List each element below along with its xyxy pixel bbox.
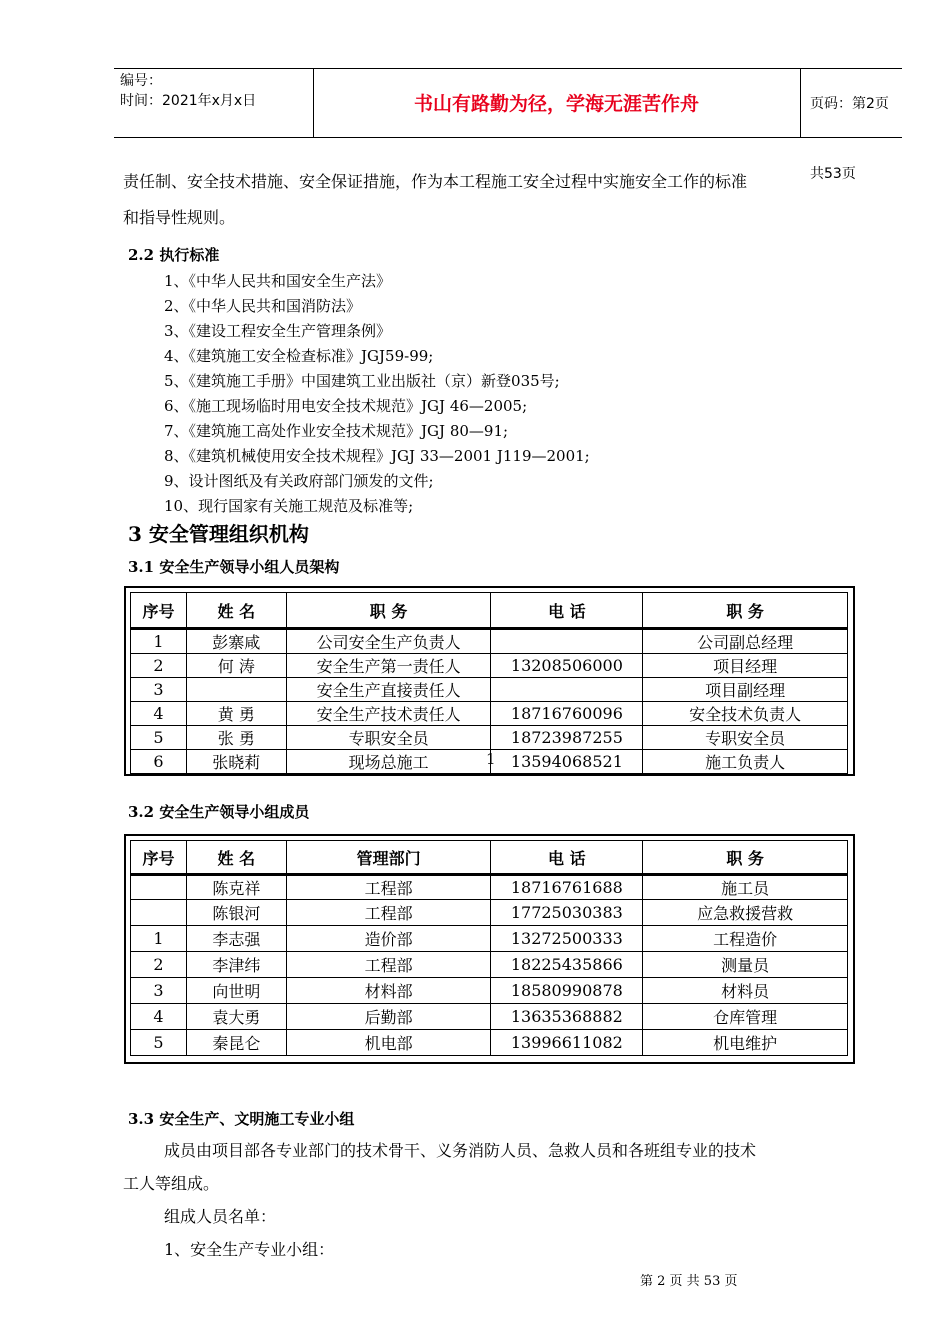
cell: 机电维护 xyxy=(643,1030,848,1056)
list-item: 8、《建筑机械使用安全技术规程》JGJ 33—2001 J119—2001; xyxy=(164,447,590,465)
cell: 张 勇 xyxy=(186,726,286,750)
col-header: 管理部门 xyxy=(286,841,491,875)
list-item: 4、《建筑施工安全检查标准》JGJ59-99; xyxy=(164,347,434,365)
cell: 18716760096 xyxy=(491,702,643,726)
cell: 13996611082 xyxy=(491,1030,643,1056)
col-header: 职 务 xyxy=(643,841,848,875)
table-row xyxy=(131,926,848,952)
header-divider xyxy=(800,69,801,137)
table-row xyxy=(131,952,848,978)
cell: 13272500333 xyxy=(491,926,643,952)
cell: 3 xyxy=(131,978,187,1004)
col-header: 电 话 xyxy=(491,593,643,629)
table-header-row xyxy=(131,593,848,629)
cell: 2 xyxy=(131,952,187,978)
header-motto: 书山有路勤为径，学海无涯苦作舟 xyxy=(413,93,699,115)
cell: 测量员 xyxy=(643,952,848,978)
table-row xyxy=(131,702,848,726)
header-meta xyxy=(120,71,310,111)
cell: 工程造价 xyxy=(643,926,848,952)
list-item: 1、《中华人民共和国安全生产法》 xyxy=(164,272,392,290)
section-3-3-para-1: 成员由项目部各专业部门的技术骨干、义务消防人员、急救人员和各班组专业的技术 xyxy=(164,1141,757,1160)
list-item: 9、设计图纸及有关政府部门颁发的文件; xyxy=(164,472,434,490)
cell: 5 xyxy=(131,1030,187,1056)
cell: 造价部 xyxy=(286,926,491,952)
cell: 秦昆仑 xyxy=(186,1030,286,1056)
table-row xyxy=(131,875,848,900)
cell: 向世明 xyxy=(186,978,286,1004)
cell: 4 xyxy=(131,1004,187,1030)
col-header: 电 话 xyxy=(491,841,643,875)
cell: 项目经理 xyxy=(643,654,848,678)
cell xyxy=(131,875,187,900)
cell xyxy=(491,678,643,702)
cell: 2 xyxy=(131,654,187,678)
cell: 安全技术负责人 xyxy=(643,702,848,726)
cell: 专职安全员 xyxy=(643,726,848,750)
cell: 4 xyxy=(131,702,187,726)
col-header: 序号 xyxy=(131,841,187,875)
leader-structure-table xyxy=(130,592,848,774)
section-2-2-title: 2.2 执行标准 xyxy=(128,246,220,264)
cell: 专职安全员 xyxy=(286,726,491,750)
cell: 13594068521 xyxy=(491,750,643,774)
section-3-2-title: 3.2 安全生产领导小组成员 xyxy=(128,803,310,821)
col-header: 序号 xyxy=(131,593,187,629)
cell: 材料部 xyxy=(286,978,491,1004)
cell: 3 xyxy=(131,678,187,702)
cell: 现场总施工 xyxy=(286,750,491,774)
table-row xyxy=(131,654,848,678)
cell xyxy=(131,900,187,926)
stray-mark: 1 xyxy=(486,750,496,768)
list-item: 10、现行国家有关施工规范及标准等; xyxy=(164,497,414,515)
cell: 陈银河 xyxy=(186,900,286,926)
cell: 安全生产第一责任人 xyxy=(286,654,491,678)
intro-line-1: 责任制、安全技术措施、安全保证措施，作为本工程施工安全过程中实施安全工作的标准 xyxy=(123,172,748,191)
cell: 工程部 xyxy=(286,952,491,978)
col-header: 姓 名 xyxy=(186,841,286,875)
cell: 13208506000 xyxy=(491,654,643,678)
cell: 张晓莉 xyxy=(186,750,286,774)
cell: 工程部 xyxy=(286,875,491,900)
cell: 1 xyxy=(131,629,187,654)
cell: 机电部 xyxy=(286,1030,491,1056)
list-item: 6、《施工现场临时用电安全技术规范》JGJ 46—2005; xyxy=(164,397,528,415)
table-row xyxy=(131,1030,848,1056)
cell: 18716761688 xyxy=(491,875,643,900)
cell: 18723987255 xyxy=(491,726,643,750)
table-row xyxy=(131,900,848,926)
cell: 17725030383 xyxy=(491,900,643,926)
list-item: 7、《建筑施工高处作业安全技术规范》JGJ 80—91; xyxy=(164,422,509,440)
list-item: 3、《建设工程安全生产管理条例》 xyxy=(164,322,392,340)
list-item: 5、《建筑施工手册》中国建筑工业出版社（京）新登035号; xyxy=(164,372,560,390)
table-row xyxy=(131,1004,848,1030)
cell: 5 xyxy=(131,726,187,750)
section-3-3-title: 3.3 安全生产、文明施工专业小组 xyxy=(128,1110,355,1128)
cell: 18225435866 xyxy=(491,952,643,978)
cell: 应急救援营救 xyxy=(643,900,848,926)
col-header: 职 务 xyxy=(643,593,848,629)
cell: 项目副经理 xyxy=(643,678,848,702)
table-row xyxy=(131,629,848,654)
section-3-3-item-1: 1、安全生产专业小组： xyxy=(164,1240,335,1259)
cell: 施工员 xyxy=(643,875,848,900)
leader-members-table xyxy=(130,840,848,1056)
cell: 安全生产技术责任人 xyxy=(286,702,491,726)
number-label: 编号： xyxy=(120,73,162,89)
section-3-3-list-label: 组成人员名单： xyxy=(164,1207,277,1226)
section-3-3-para-2: 工人等组成。 xyxy=(123,1174,220,1193)
table-header-row xyxy=(131,841,848,875)
col-header: 姓 名 xyxy=(186,593,286,629)
cell: 黄 勇 xyxy=(186,702,286,726)
cell: 施工负责人 xyxy=(643,750,848,774)
section-3-title: 3 安全管理组织机构 xyxy=(128,522,309,546)
table-row xyxy=(131,978,848,1004)
time-label: 时间：2021年x月x日 xyxy=(120,93,257,109)
intro-line-2: 和指导性规则。 xyxy=(123,208,236,227)
cell: 13635368882 xyxy=(491,1004,643,1030)
cell: 工程部 xyxy=(286,900,491,926)
cell xyxy=(491,629,643,654)
cell: 李志强 xyxy=(186,926,286,952)
cell: 彭寨咸 xyxy=(186,629,286,654)
table-row xyxy=(131,678,848,702)
cell: 公司副总经理 xyxy=(643,629,848,654)
cell: 材料员 xyxy=(643,978,848,1004)
cell: 6 xyxy=(131,750,187,774)
cell: 仓库管理 xyxy=(643,1004,848,1030)
cell: 袁大勇 xyxy=(186,1004,286,1030)
cell: 后勤部 xyxy=(286,1004,491,1030)
cell: 李津纬 xyxy=(186,952,286,978)
page-footer: 第 2 页 共 53 页 xyxy=(640,1274,738,1289)
cell: 公司安全生产负责人 xyxy=(286,629,491,654)
section-3-1-title: 3.1 安全生产领导小组人员架构 xyxy=(128,558,340,576)
cell: 18580990878 xyxy=(491,978,643,1004)
cell: 1 xyxy=(131,926,187,952)
page-info: 页码：第2页 共53页 xyxy=(810,96,889,182)
list-item: 2、《中华人民共和国消防法》 xyxy=(164,297,362,315)
cell: 陈克祥 xyxy=(186,875,286,900)
cell: 安全生产直接责任人 xyxy=(286,678,491,702)
col-header: 职 务 xyxy=(286,593,491,629)
cell xyxy=(186,678,286,702)
cell: 何 涛 xyxy=(186,654,286,678)
table-row xyxy=(131,726,848,750)
